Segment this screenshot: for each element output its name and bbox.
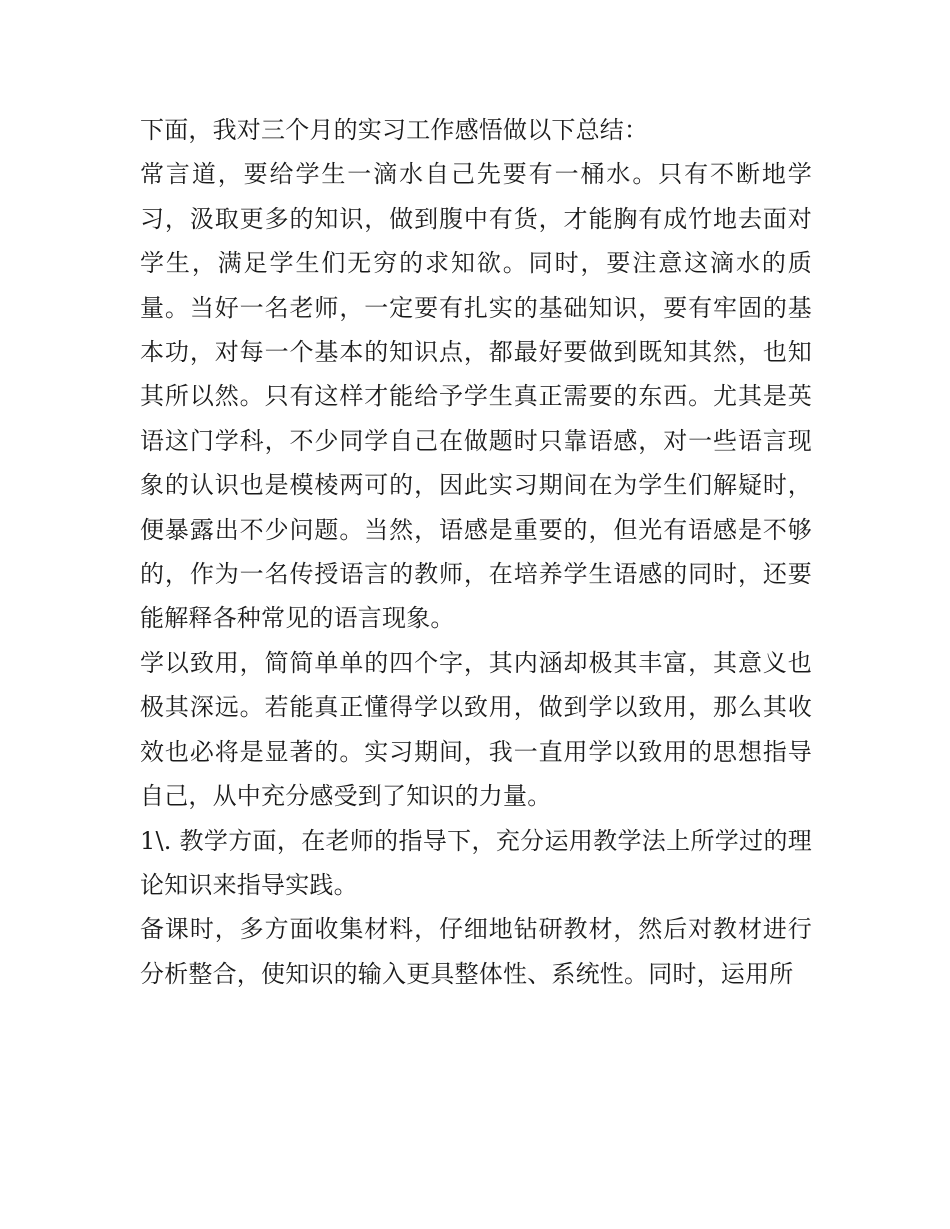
paragraph-apply-learning: 学以致用，简简单单的四个字，其内涵却极其丰富，其意义也极其深远。若能真正懂得学以致用，做到学以致用，那么其收效也必将是显著的。实习期间，我一直用学以致用的思想指导自己，从中充分感受到了知识的力量。 [140,648,812,811]
paragraph-knowledge: 常言道，要给学生一滴水自己先要有一桶水。只有不断地学习，汲取更多的知识，做到腹中有货，才能胸有成竹地去面对学生，满足学生们无穷的求知欲。同时，要注意这滴水的质量。当好一名老师，一定要有扎实的基础知识，要有牢固的基本功，对每一个基本的知识点，都最好要做到既知其然，也知其所以然。只有这样才能给予学生真正需要的东西。尤其是英语这门学科，不少同学自己在做题时只靠语感，对一些语言现象的认识也是模棱两可的，因此实习期间在为学生们解疑时，便暴露出不少问题。当然，语感是重要的，但光有语感是不够的，作为一名传授语言的教师，在培养学生语感的同时，还要能解释各种常见的语言现象。 [140,160,812,633]
paragraph-lesson-prep: 备课时，多方面收集材料，仔细地钻研教材，然后对教材进行分析整合，使知识的输入更具整体性、系统性。同时，运用所 [140,915,812,988]
paragraph-intro: 下面，我对三个月的实习工作感悟做以下总结： [140,116,649,144]
paragraph-teaching-heading: 1\. 教学方面，在老师的指导下，充分运用教学法上所学过的理论知识来指导实践。 [140,826,812,899]
document-body [140,108,812,996]
